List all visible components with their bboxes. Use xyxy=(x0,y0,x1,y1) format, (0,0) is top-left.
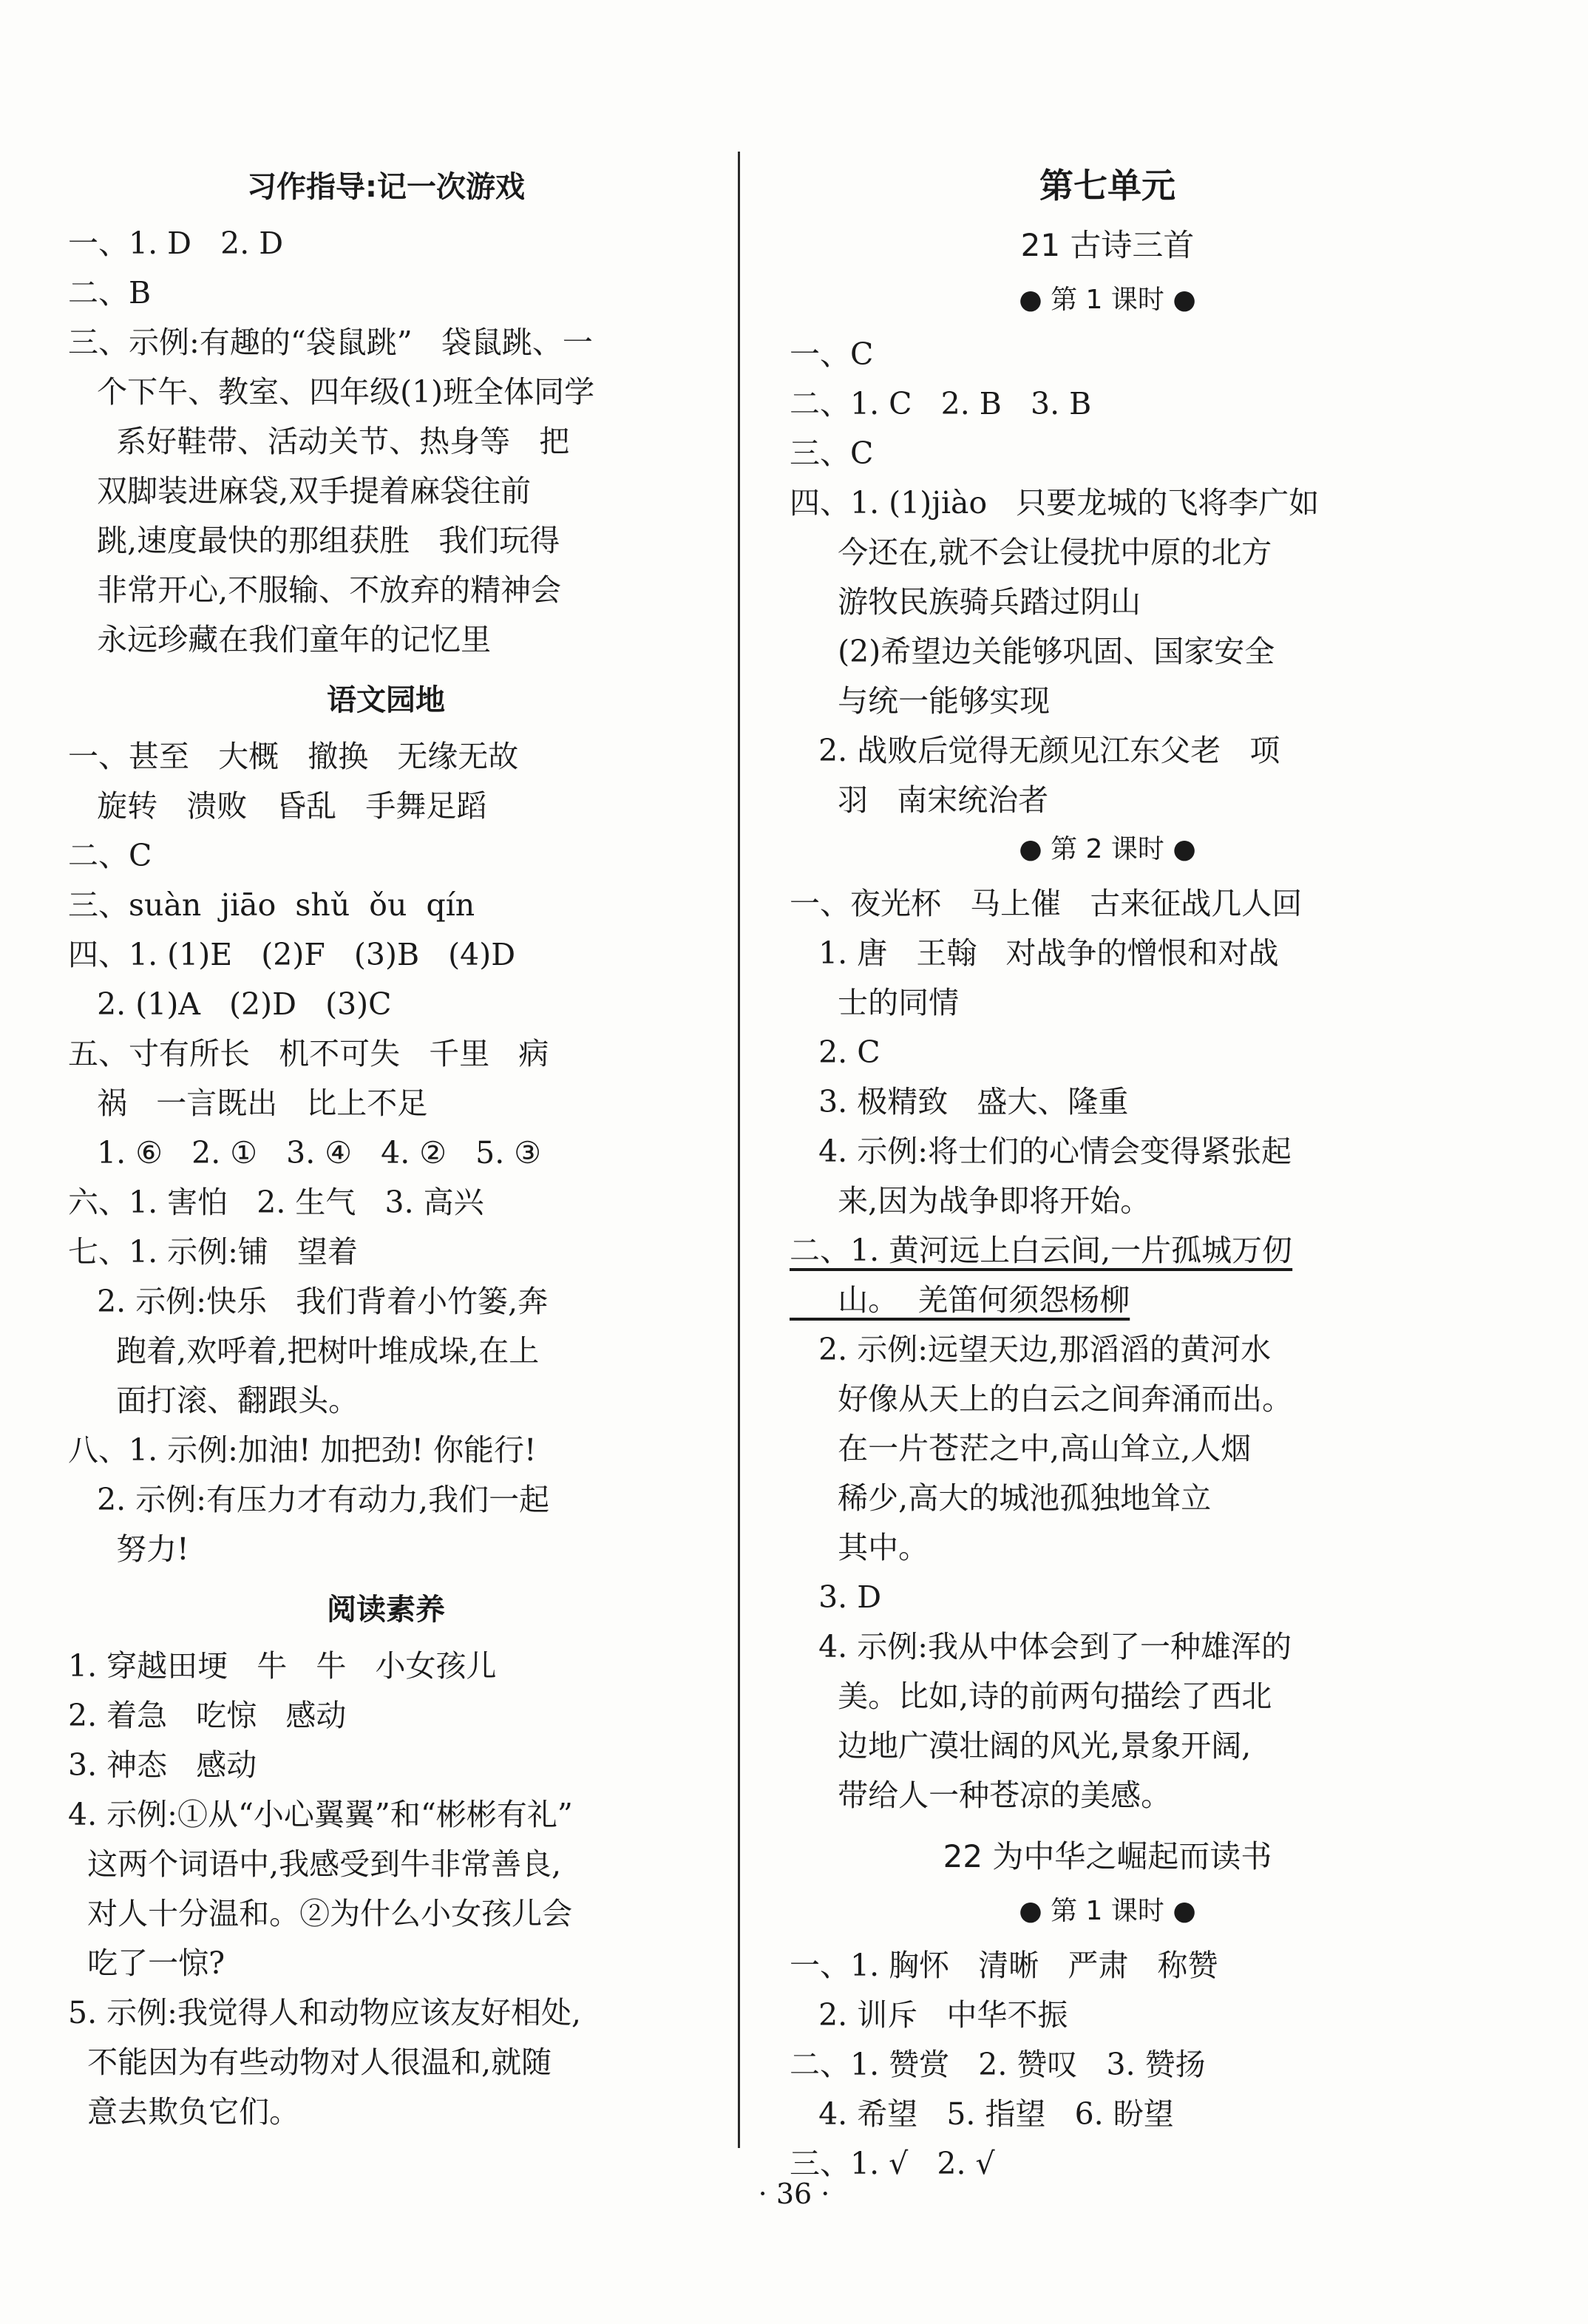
answer-line: 这两个词语中,我感受到牛非常善良, xyxy=(68,1846,562,1882)
answer-line: 三、C xyxy=(790,436,874,471)
answer-line: 士的同情 xyxy=(790,985,960,1020)
answer-line: 2. 示例:快乐 我们背着小竹篓,奔 xyxy=(68,1284,549,1319)
answer-line: 一、甚至 大概 撤换 无缘无故 xyxy=(68,739,519,774)
answer-line: 对人十分温和。②为什么小女孩儿会 xyxy=(68,1896,573,1931)
answer-line: 1. 穿越田埂 牛 牛 小女孩儿 xyxy=(68,1648,497,1684)
answer-line: 山。 羌笛何须怨杨柳 xyxy=(790,1282,1130,1318)
lesson-label: ● 第 1 课时 ● xyxy=(1019,285,1196,315)
answer-line: 羽 南宋统治者 xyxy=(790,782,1049,818)
answer-line: 4. 示例:我从中体会到了一种雄浑的 xyxy=(790,1629,1292,1664)
section-heading: 语文园地 xyxy=(327,683,445,717)
answer-line: 四、1. (1)E (2)F (3)B (4)D xyxy=(68,937,516,972)
answer-line: 努力! xyxy=(68,1531,189,1567)
answer-line: 边地广漠壮阔的风光,景象开阔, xyxy=(790,1728,1252,1764)
answer-line: 二、1. C 2. B 3. B xyxy=(790,386,1092,421)
section-heading: 21 古诗三首 xyxy=(1020,227,1195,263)
answer-line: 4. 示例:①从“小心翼翼”和“彬彬有礼” xyxy=(68,1797,573,1832)
answer-line: 1. ⑥ 2. ① 3. ④ 4. ② 5. ③ xyxy=(68,1135,542,1171)
answer-line: 个下午、教室、四年级(1)班全体同学 xyxy=(68,374,595,410)
answer-line: 跑着,欢呼着,把树叶堆成垛,在上 xyxy=(68,1333,540,1369)
answer-line: 4. 示例:将士们的心情会变得紧张起 xyxy=(790,1134,1292,1169)
section-heading: 习作指导:记一次游戏 xyxy=(247,170,525,204)
answer-line: 今还在,就不会让侵扰中原的北方 xyxy=(790,535,1272,570)
answer-line: 2. 训斥 中华不振 xyxy=(790,1997,1068,2033)
answer-line: 永远珍藏在我们童年的记忆里 xyxy=(68,622,492,657)
answer-line: 2. 示例:有压力才有动力,我们一起 xyxy=(68,1482,550,1517)
lesson-label: ● 第 2 课时 ● xyxy=(1019,834,1196,864)
answer-line: 4. 希望 5. 指望 6. 盼望 xyxy=(790,2096,1174,2132)
section-heading: 阅读素养 xyxy=(327,1593,445,1627)
section-heading: 第七单元 xyxy=(1039,166,1175,206)
answer-line: 稀少,高大的城池孤独地耸立 xyxy=(790,1480,1212,1516)
answer-line: 游牧民族骑兵踏过阴山 xyxy=(790,584,1141,620)
answer-line: 双脚装进麻袋,双手提着麻袋往前 xyxy=(68,473,532,509)
left-column xyxy=(68,152,704,2137)
answer-line: (2)希望边关能够巩固、国家安全 xyxy=(790,634,1275,669)
answer-line: 5. 示例:我觉得人和动物应该友好相处, xyxy=(68,1995,581,2030)
answer-line: 一、夜光杯 马上催 古来征战几人回 xyxy=(790,886,1303,921)
page-number: · 36 · xyxy=(758,2178,830,2210)
answer-line: 三、1. √ 2. √ xyxy=(790,2146,995,2181)
answer-line: 跳,速度最快的那组获胜 我们玩得 xyxy=(68,523,560,558)
answer-line: 一、1. D 2. D xyxy=(68,226,284,261)
answer-line: 四、1. (1)jiào 只要龙城的飞将李广如 xyxy=(790,485,1320,521)
answer-line: 吃了一惊? xyxy=(68,1945,225,1981)
answer-line: 二、1. 黄河远上白云间,一片孤城万仞 xyxy=(790,1233,1293,1268)
answer-line: 二、C xyxy=(68,838,152,873)
answer-line: 七、1. 示例:铺 望着 xyxy=(68,1234,359,1270)
answer-line: 五、寸有所长 机不可失 千里 病 xyxy=(68,1036,549,1071)
answer-line: 3. 极精致 盛大、隆重 xyxy=(790,1084,1129,1119)
lesson-label: ● 第 1 课时 ● xyxy=(1019,1896,1196,1926)
answer-line: 一、C xyxy=(790,336,874,372)
answer-line: 旋转 溃败 昏乱 手舞足蹈 xyxy=(68,788,487,824)
answer-line: 2. 示例:远望天边,那滔滔的黄河水 xyxy=(790,1332,1272,1367)
answer-line: 非常开心,不服输、不放弃的精神会 xyxy=(68,572,562,608)
answer-line: 三、suàn jiāo shǔ ǒu qín xyxy=(68,887,475,923)
answer-line: 系好鞋带、活动关节、热身等 把 xyxy=(68,424,570,459)
answer-line: 2. 着急 吃惊 感动 xyxy=(68,1698,347,1733)
column-divider xyxy=(738,152,740,2148)
answer-line: 来,因为战争即将开始。 xyxy=(790,1183,1151,1219)
answer-line: 2. 战败后觉得无颜见江东父老 项 xyxy=(790,733,1280,768)
answer-line: 与统一能够实现 xyxy=(790,683,1051,719)
right-column xyxy=(790,152,1425,2189)
answer-line: 面打滚、翻跟头。 xyxy=(68,1383,359,1418)
answer-line: 八、1. 示例:加油! 加把劲! 你能行! xyxy=(68,1432,537,1468)
answer-line: 美。比如,诗的前两句描绘了西北 xyxy=(790,1678,1272,1714)
answer-line: 一、1. 胸怀 清晰 严肃 称赞 xyxy=(790,1948,1218,1983)
answer-line: 不能因为有些动物对人很温和,就随 xyxy=(68,2044,552,2080)
answer-line: 好像从天上的白云之间奔涌而出。 xyxy=(790,1381,1293,1417)
answer-line: 其中。 xyxy=(790,1530,929,1565)
answer-line: 祸 一言既出 比上不足 xyxy=(68,1085,428,1121)
answer-line: 意去欺负它们。 xyxy=(68,2094,300,2130)
section-heading: 22 为中华之崛起而读书 xyxy=(943,1838,1272,1874)
answer-line: 二、B xyxy=(68,275,152,311)
answer-line: 在一片苍茫之中,高山耸立,人烟 xyxy=(790,1431,1252,1466)
answer-line: 3. D xyxy=(790,1579,882,1615)
answer-line: 三、示例:有趣的“袋鼠跳” 袋鼠跳、一 xyxy=(68,325,593,360)
answer-line: 二、1. 赞赏 2. 赞叹 3. 赞扬 xyxy=(790,2047,1206,2082)
answer-line: 带给人一种苍凉的美感。 xyxy=(790,1778,1172,1813)
answer-line: 六、1. 害怕 2. 生气 3. 高兴 xyxy=(68,1185,484,1220)
answer-line: 2. C xyxy=(790,1034,880,1070)
answer-line: 3. 神态 感动 xyxy=(68,1747,257,1783)
answer-line: 2. (1)A (2)D (3)C xyxy=(68,986,392,1022)
answer-line: 1. 唐 王翰 对战争的憎恨和对战 xyxy=(790,935,1279,971)
